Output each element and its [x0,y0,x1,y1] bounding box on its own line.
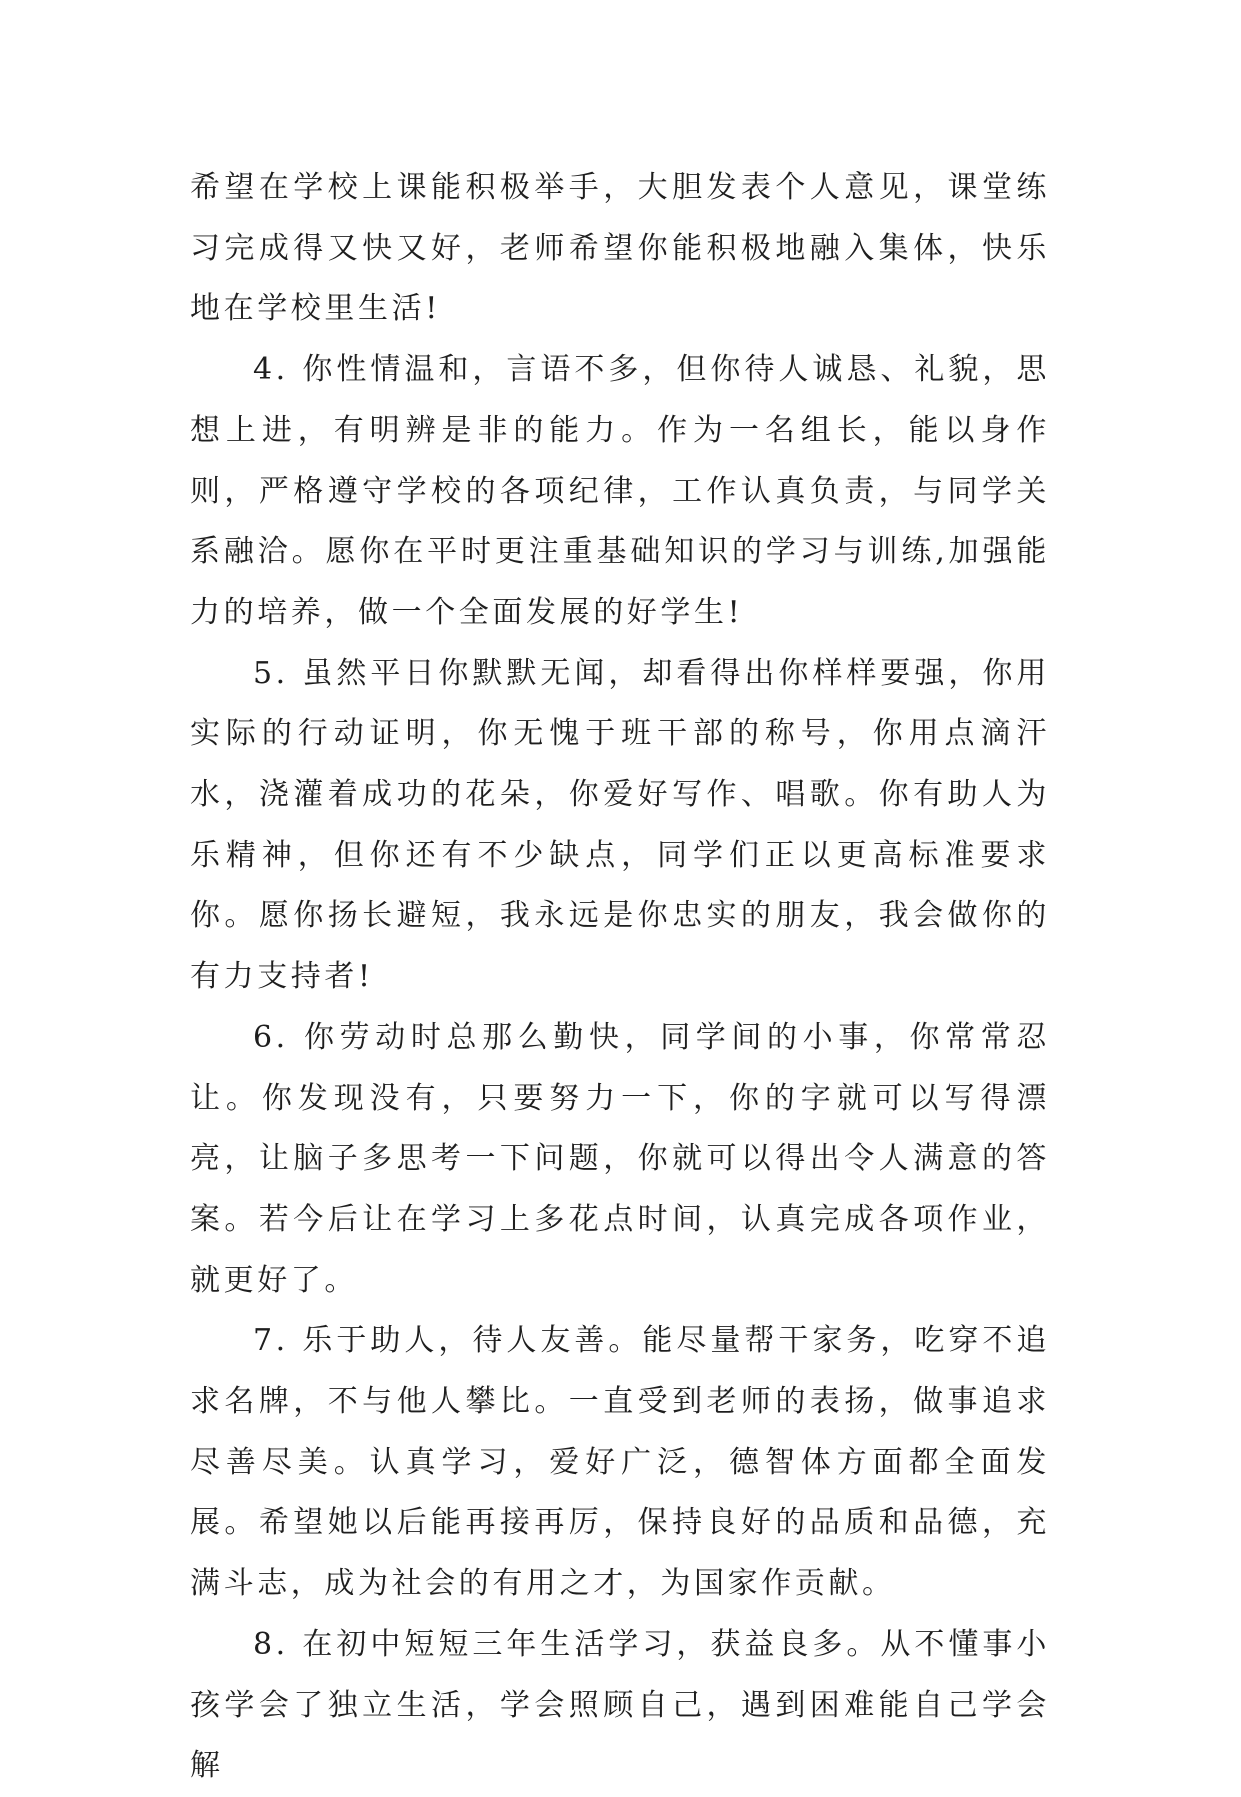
paragraph-comment-4: 4. 你性情温和，言语不多，但你待人诚恳、礼貌，思想上进，有明辨是非的能力。作为一名组长，能以身作则，严格遵守学校的各项纪律，工作认真负责，与同学关系融洽。愿你在平时更注重基础知识的学习与训练,加强能力的培养，做一个全面发展的好学生! [190,352,1050,630]
document-body [190,158,1050,1797]
paragraph-comment-7: 7. 乐于助人，待人友善。能尽量帮干家务，吃穿不追求名牌，不与他人攀比。一直受到老师的表扬，做事追求尽善尽美。认真学习，爱好广泛，德智体方面都全面发展。希望她以后能再接再厉，保持良好的品质和品德，充满斗志，成为社会的有用之才，为国家作贡献。 [190,1323,1050,1602]
paragraph-continuation: 希望在学校上课能积极举手，大胆发表个人意见，课堂练习完成得又快又好，老师希望你能积极地融入集体，快乐地在学校里生活! [190,170,1050,327]
paragraph-comment-6: 6. 你劳动时总那么勤快，同学间的小事，你常常忍让。你发现没有，只要努力一下，你的字就可以写得漂亮，让脑子多思考一下问题，你就可以得出令人满意的答案。若今后让在学习上多花点时间，认真完成各项作业，就更好了。 [190,1019,1050,1298]
paragraph-comment-5: 5. 虽然平日你默默无闻，却看得出你样样要强，你用实际的行动证明，你无愧于班干部的称号，你用点滴汗水，浇灌着成功的花朵，你爱好写作、唱歌。你有助人为乐精神，但你还有不少缺点，同学们正以更高标准要求你。愿你扬长避短，我永远是你忠实的朋友，我会做你的有力支持者! [190,655,1050,995]
paragraph-comment-8: 8. 在初中短短三年生活学习，获益良多。从不懂事小孩学会了独立生活，学会照顾自己，遇到困难能自己学会解 [190,1626,1050,1784]
